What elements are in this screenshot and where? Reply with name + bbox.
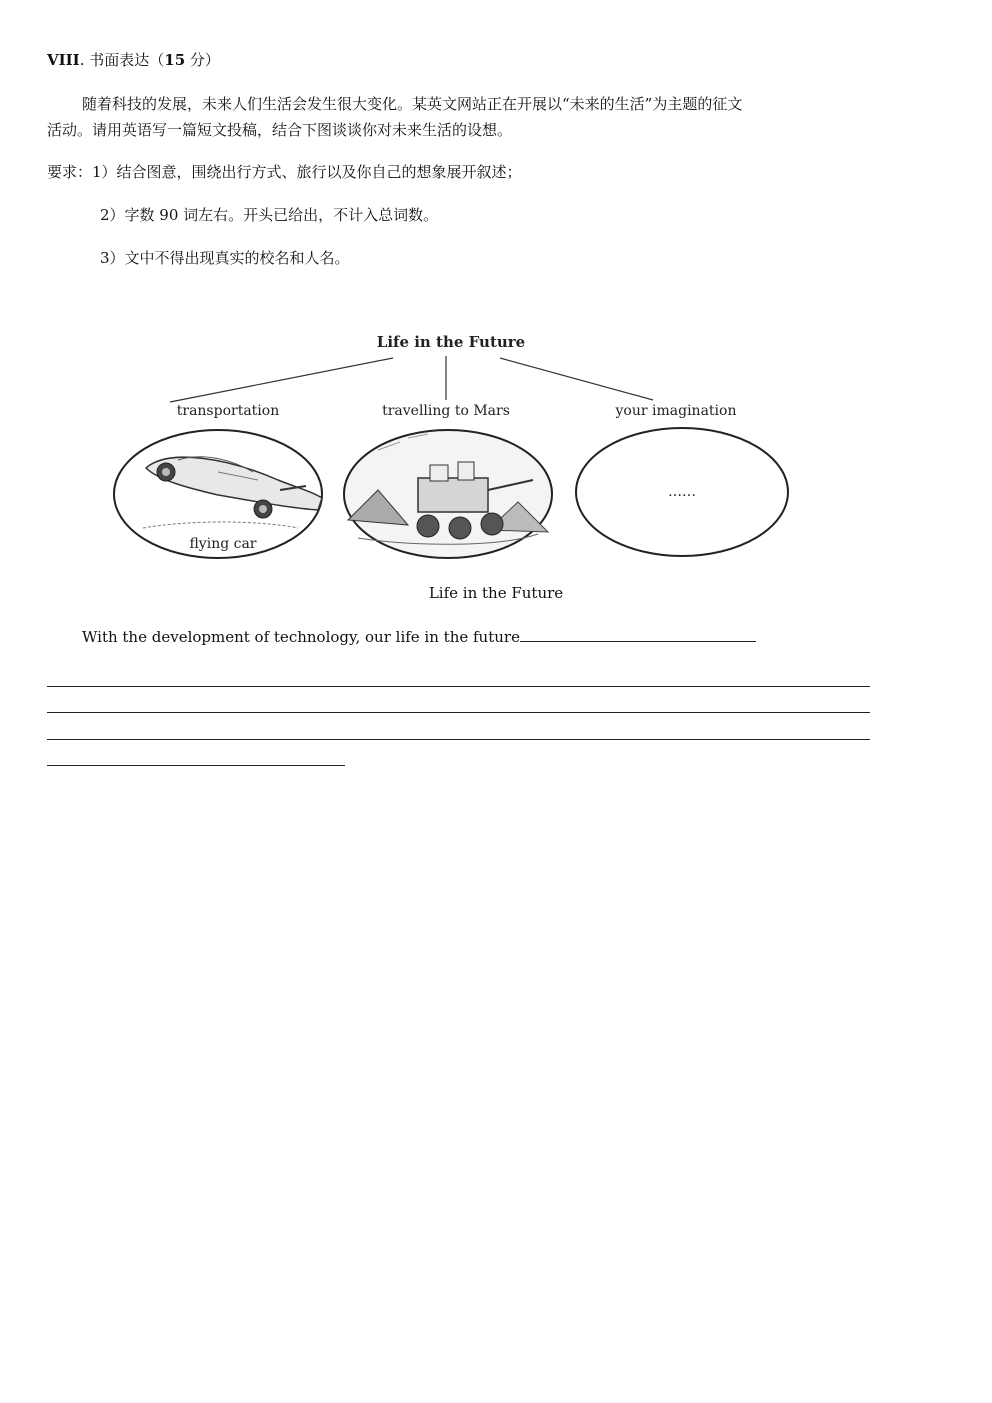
essay-blank-inline[interactable] [520, 626, 756, 642]
branch-label-transportation: transportation [176, 403, 280, 419]
requirement-3: 3）文中不得出现真实的校名和人名。 [100, 249, 350, 267]
imagination-placeholder: …… [668, 484, 696, 500]
branch-label-imagination: your imagination [615, 403, 737, 419]
figure-svg [108, 320, 808, 565]
writing-line-1[interactable] [47, 686, 870, 687]
branch-line-left [170, 358, 393, 402]
imagination-oval [576, 428, 788, 556]
intro-line-2: 活动。请用英语写一篇短文投稿，结合下图谈谈你对未来生活的设想。 [47, 121, 513, 139]
branch-line-right [500, 358, 653, 400]
requirement-2: 2）字数 90 词左右。开头已给出，不计入总词数。 [100, 206, 439, 224]
essay-start-text: With the development of technology, our life in the future [82, 628, 520, 646]
section-number: VIII [47, 51, 80, 69]
requirements-lead: 要求： [47, 163, 93, 181]
branch-label-mars: travelling to Mars [382, 403, 510, 419]
requirement-1 [47, 162, 522, 182]
writing-line-2[interactable] [47, 712, 870, 713]
mars-oval [344, 430, 552, 558]
section-dot: . [79, 51, 90, 69]
section-title: 书面表达（ [89, 51, 165, 69]
requirement-1-text: 1）结合图意，围绕出行方式、旅行以及你自己的想象展开叙述； [92, 163, 522, 181]
section-points-suffix: 分） [185, 51, 220, 69]
writing-line-4[interactable] [47, 765, 345, 766]
section-points: 15 [164, 51, 186, 69]
essay-start-line [82, 626, 756, 646]
figure-title: Life in the Future [376, 333, 526, 351]
intro-line-1: 随着科技的发展，未来人们生活会发生很大变化。某英文网站正在开展以“未来的生活”为主题的征文 [82, 95, 743, 113]
section-heading [47, 50, 220, 70]
writing-line-3[interactable] [47, 739, 870, 740]
life-in-future-figure [108, 320, 808, 565]
figure-caption: Life in the Future [428, 584, 564, 602]
flying-car-label: flying car [189, 536, 257, 552]
flying-car-oval [114, 430, 322, 558]
